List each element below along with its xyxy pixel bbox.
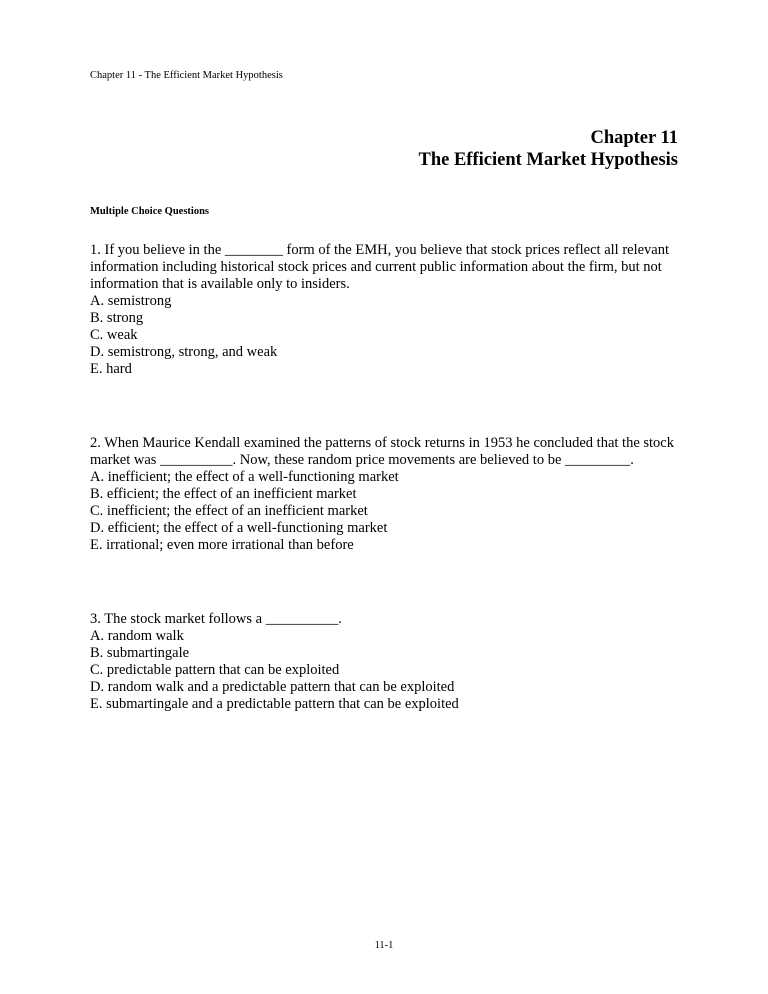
answer-option: A. random walk — [90, 628, 184, 644]
answer-option: E. hard — [90, 361, 132, 377]
answer-options — [90, 628, 680, 713]
question-2 — [90, 435, 680, 554]
answer-option: C. weak — [90, 327, 138, 343]
question-stem: 2. When Maurice Kendall examined the patterns of stock returns in 1953 he concluded that the stock market was __________. Now, these random price movements are believed to be _________. — [90, 435, 674, 468]
running-header: Chapter 11 - The Efficient Market Hypothesis — [90, 70, 283, 81]
answer-option: D. semistrong, strong, and weak — [90, 344, 278, 360]
chapter-title — [419, 127, 679, 171]
answer-option: B. submartingale — [90, 645, 190, 661]
section-heading: Multiple Choice Questions — [90, 206, 210, 217]
chapter-number: Chapter 11 — [590, 128, 678, 148]
answer-options — [90, 293, 680, 378]
answer-option: E. submartingale and a predictable pattern that can be exploited — [90, 696, 459, 712]
question-3 — [90, 611, 680, 713]
answer-option: E. irrational; even more irrational than before — [90, 537, 354, 553]
answer-option: A. inefficient; the effect of a well-functioning market — [90, 469, 399, 485]
answer-option: A. semistrong — [90, 293, 172, 309]
question-stem: 1. If you believe in the ________ form of the EMH, you believe that stock prices reflect all relevant information including historical stock prices and current public information about the firm, but not information that is available only to insiders. — [90, 242, 670, 292]
chapter-name: The Efficient Market Hypothesis — [418, 150, 678, 170]
question-stem: 3. The stock market follows a __________. — [90, 611, 342, 627]
answer-option: C. inefficient; the effect of an inefficient market — [90, 503, 368, 519]
answer-option: D. random walk and a predictable pattern that can be exploited — [90, 679, 455, 695]
answer-option: C. predictable pattern that can be exploited — [90, 662, 340, 678]
answer-option: D. efficient; the effect of a well-functioning market — [90, 520, 388, 536]
answer-options — [90, 469, 680, 554]
question-1 — [90, 242, 680, 378]
page-number: 11-1 — [374, 940, 394, 951]
answer-option: B. strong — [90, 310, 144, 326]
answer-option: B. efficient; the effect of an inefficient market — [90, 486, 357, 502]
